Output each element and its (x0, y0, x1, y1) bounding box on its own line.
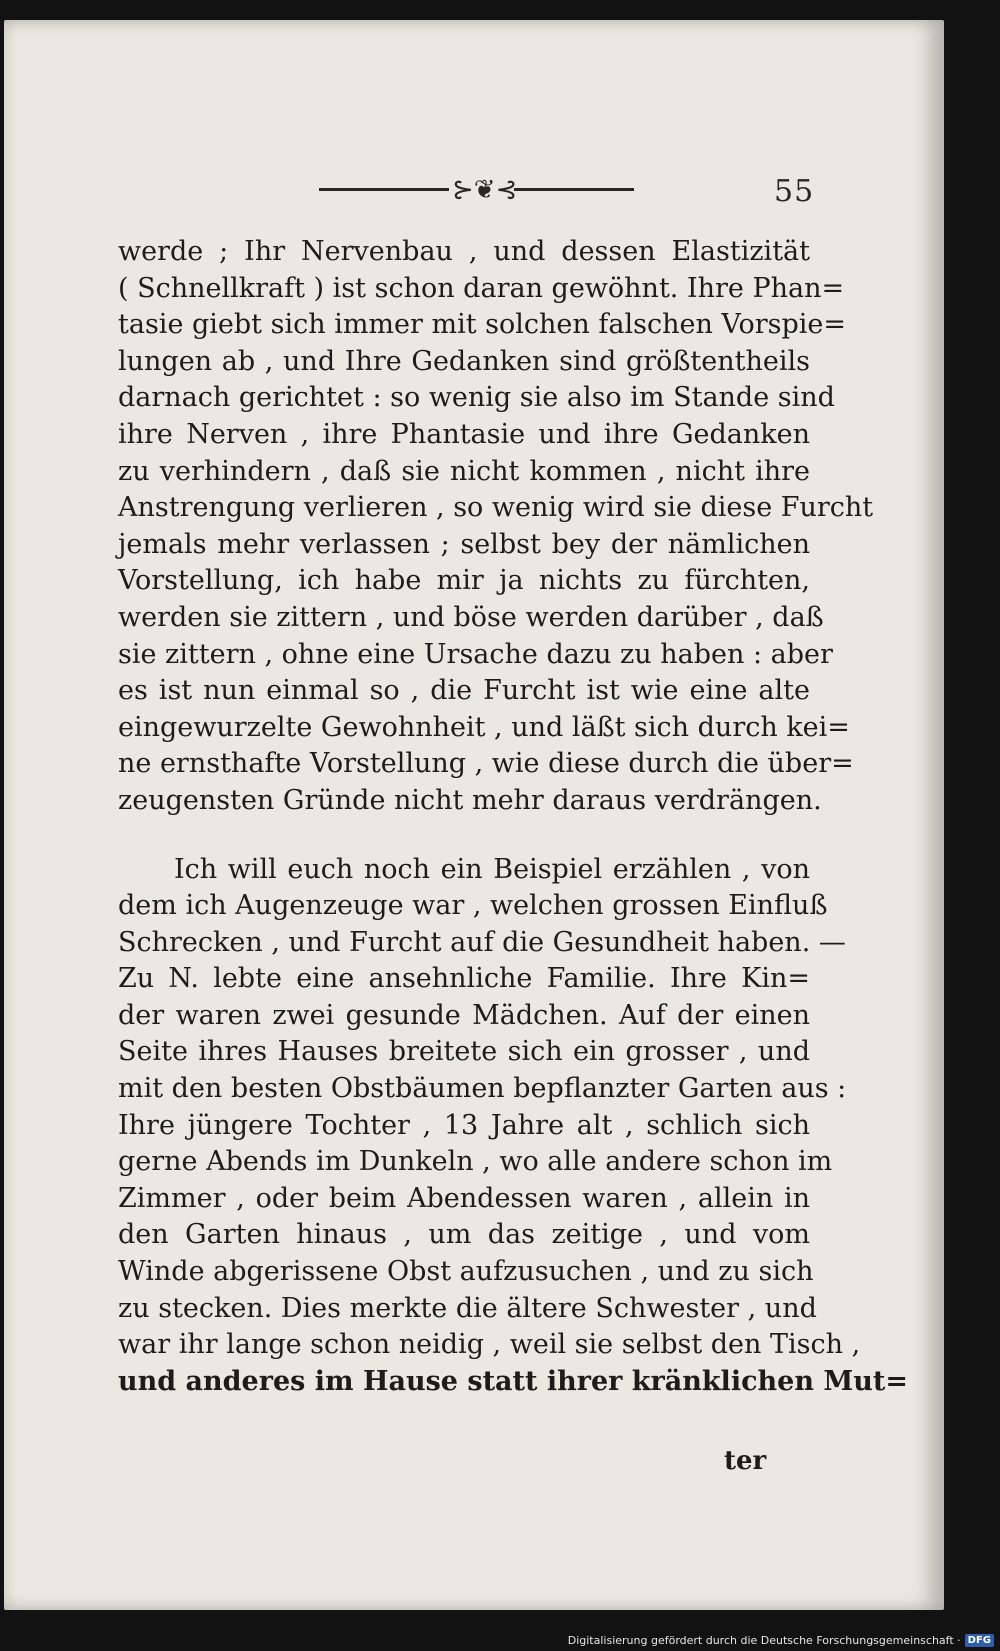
catchword: ter (724, 1446, 767, 1476)
text-line: gerne Abends im Dunkeln , wo alle andere schon im (118, 1146, 833, 1178)
text-line: ihre Nerven , ihre Phantasie und ihre Gedanken (118, 418, 810, 450)
text-line: den Garten hinaus , um das zeitige , und vom (118, 1219, 810, 1251)
text-line: zeugensten Gründe nicht mehr daraus verdrängen. (118, 784, 822, 816)
body-text (118, 234, 908, 1400)
text-line: Zimmer , oder beim Abendessen waren , allein in (118, 1182, 810, 1214)
paragraph-1 (118, 234, 874, 820)
text-line: ne ernsthafte Vorstellung , wie diese durch die über= (118, 748, 854, 780)
text-line: Ihre jüngere Tochter , 13 Jahre alt , schlich sich (118, 1109, 810, 1141)
text-line: war ihr lange schon neidig , weil sie selbst den Tisch , (118, 1329, 861, 1361)
text-line: Anstrengung verlieren , so wenig wird sie diese Furcht (118, 492, 874, 524)
book-page (4, 20, 944, 1610)
text-line: es ist nun einmal so , die Furcht ist wie eine alte (118, 675, 810, 707)
ornament-flourish: ⊱❦⊰ (452, 175, 518, 205)
paragraph-break (118, 820, 810, 852)
paragraph-2 (118, 852, 908, 1401)
ornament-rule-right (514, 188, 634, 191)
text-line: Seite ihres Hauses breitete sich ein grosser , und (118, 1036, 810, 1068)
text-line: eingewurzelte Gewohnheit , und läßt sich durch kei= (118, 711, 850, 743)
text-line: Zu N. lebte eine ansehnliche Familie. Ihre Kin= (118, 963, 810, 995)
dfg-logo: DFG (965, 1634, 994, 1647)
text-line: zu stecken. Dies merkte die ältere Schwester , und (118, 1292, 817, 1324)
text-line: mit den besten Obstbäumen bepflanzter Garten aus : (118, 1073, 847, 1105)
text-line: darnach gerichtet : so wenig sie also im Stande sind (118, 382, 835, 414)
text-line: dem ich Augenzeuge war , welchen grossen Einfluß (118, 890, 828, 922)
text-line: und anderes im Hause statt ihrer kränklichen Mut= (118, 1365, 908, 1397)
text-line: zu verhindern , daß sie nicht kommen , nicht ihre (118, 455, 810, 487)
text-line: werden sie zittern , und böse werden darüber , daß (118, 601, 824, 633)
ornament-rule-left (319, 188, 449, 191)
text-line: lungen ab , und Ihre Gedanken sind größtentheils (118, 345, 810, 377)
text-line: werde ; Ihr Nervenbau , und dessen Elastizität (118, 236, 810, 267)
text-line: Ich will euch noch ein Beispiel erzählen , von (174, 853, 810, 885)
text-line: jemals mehr verlassen ; selbst bey der nämlichen (118, 528, 810, 560)
text-line: tasie giebt sich immer mit solchen falschen Vorspie= (118, 309, 846, 341)
digitization-footer (568, 1634, 994, 1647)
page-number: 55 (774, 174, 815, 209)
footer-credit: Digitalisierung gefördert durch die Deutsche Forschungsgemeinschaft · (567, 1634, 961, 1647)
page-header (4, 170, 944, 210)
text-line: sie zittern , ohne eine Ursache dazu zu haben : aber (118, 638, 833, 670)
text-line: Vorstellung, ich habe mir ja nichts zu fürchten, (118, 565, 810, 597)
text-line: der waren zwei gesunde Mädchen. Auf der einen (118, 999, 810, 1031)
text-line: Schrecken , und Furcht auf die Gesundheit haben. — (118, 926, 846, 958)
text-line: Winde abgerissene Obst aufzusuchen , und zu sich (118, 1256, 814, 1288)
text-line: ( Schnellkraft ) ist schon daran gewöhnt. Ihre Phan= (118, 272, 845, 304)
